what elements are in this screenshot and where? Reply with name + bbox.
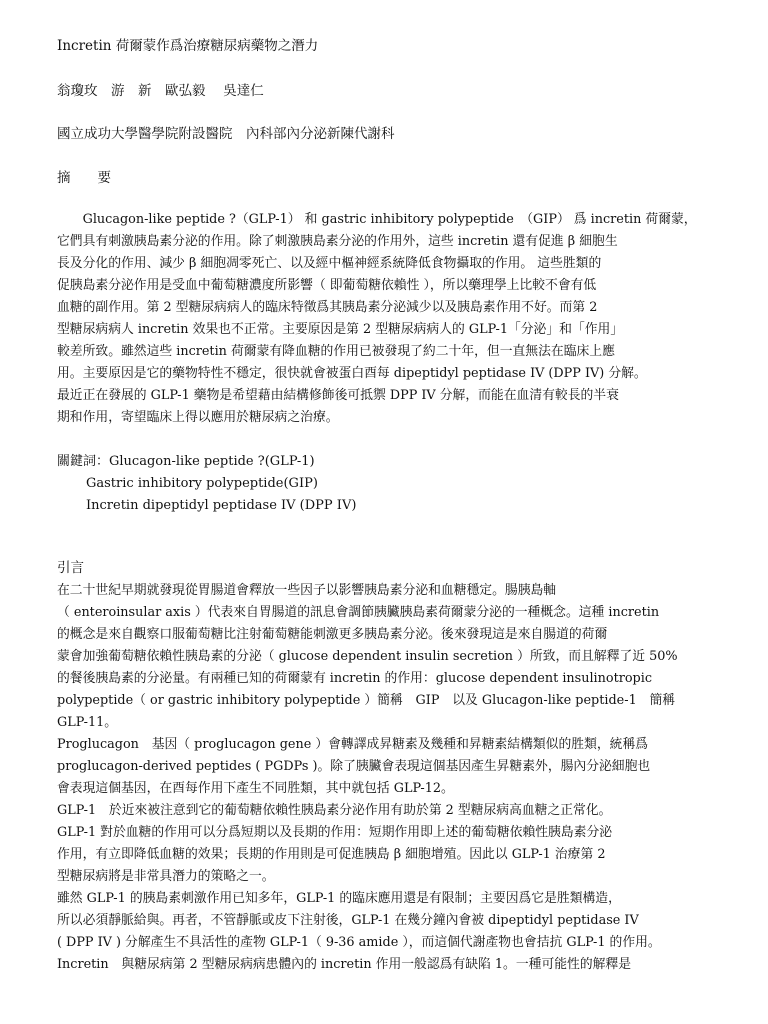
affiliation: 國立成功大學醫學院附設醫院 內科部內分泌新陳代謝科 xyxy=(57,126,395,142)
abstract-heading: 摘 要 xyxy=(57,170,111,186)
keywords-label: 關鍵詞： xyxy=(57,454,110,469)
abstract-line: 期和作用，寄望臨床上得以應用於糖尿病之治療。 xyxy=(57,410,339,425)
intro-line: 蒙會加強葡萄糖依賴性胰島素的分泌（ glucose dependent insulin secretion ）所致，而且解釋了近 50% xyxy=(57,649,678,664)
abstract-line: Glucagon-like peptide ?（GLP-1） 和 gastric inhibitory polypeptide （GIP） 爲 incretin 荷爾蒙， xyxy=(57,212,697,227)
abstract-line: 它們具有刺激胰島素分泌的作用。除了刺激胰島素分泌的作用外，這些 incretin 還有促進 β 細胞生 xyxy=(57,234,618,249)
abstract-line: 促胰島素分泌作用是受血中葡萄糖濃度所影響（ 即葡萄糖依賴性 ），所以藥理學上比較不會有低 xyxy=(57,278,597,293)
intro-line: GLP-1 於近來被注意到它的葡萄糖依賴性胰島素分泌作用有助於第 2 型糖尿病高血糖之正常化。 xyxy=(57,803,612,818)
author-list: 翁瓊玫 游 新 歐弘毅 吳達仁 xyxy=(57,83,264,99)
intro-line: polypeptide（ or gastric inhibitory polypeptide ）簡稱 GIP 以及 Glucagon-like peptide-1 簡稱 xyxy=(57,693,676,708)
intro-line: 會表現這個基因，在酉每作用下產生不同胜類，其中就包括 GLP-12。 xyxy=(57,781,454,796)
abstract-line: 較差所致。雖然這些 incretin 荷爾蒙有降血糖的作用已被發現了約二十年，但一直無法在臨床上應 xyxy=(57,344,615,359)
introduction-heading: 引言 xyxy=(57,560,84,576)
keyword-item: Incretin dipeptidyl peptidase IV (DPP IV) xyxy=(86,498,357,513)
abstract-line: 型糖尿病病人 incretin 效果也不正常。主要原因是第 2 型糖尿病病人的 GLP-1「分泌」和「作用」 xyxy=(57,322,624,337)
intro-line: 作用，有立即降低血糖的效果；長期的作用則是可促進胰島 β 細胞增殖。因此以 GLP-1 治療第 2 xyxy=(57,847,606,862)
intro-line: 型糖尿病將是非常具潛力的策略之一。 xyxy=(57,869,275,884)
intro-line: 的餐後胰島素的分泌量。有兩種已知的荷爾蒙有 incretin 的作用：glucose dependent insulinotropic xyxy=(57,671,653,686)
intro-line: ( DPP IV ) 分解產生不具活性的產物 GLP-1（ 9-36 amide ），而這個代謝產物也會拮抗 GLP-1 的作用。 xyxy=(57,935,661,950)
intro-line: Incretin 與糖尿病第 2 型糖尿病病患體內的 incretin 作用一般認爲有缺陷 1。一種可能性的解釋是 xyxy=(57,957,632,972)
intro-line: GLP-1 對於血糖的作用可以分爲短期以及長期的作用：短期作用即上述的葡萄糖依賴性胰島素分泌 xyxy=(57,825,613,840)
abstract-line: 最近正在發展的 GLP-1 藥物是希望藉由結構修飾後可抵禦 DPP IV 分解，而能在血清有較長的半衰 xyxy=(57,388,619,403)
intro-line: 的概念是來自觀察口服葡萄糖比注射葡萄糖能刺激更多胰島素分泌。後來發現這是來自腸道的荷爾 xyxy=(57,627,608,642)
keywords-first-line xyxy=(57,451,315,473)
abstract-line: 血糖的副作用。第 2 型糖尿病病人的臨床特徵爲其胰島素分泌減少以及胰島素作用不好。而第 2 xyxy=(57,300,598,315)
paper-title: Incretin 荷爾蒙作爲治療糖尿病藥物之潛力 xyxy=(57,38,319,54)
keyword-item: Gastric inhibitory polypeptide(GIP) xyxy=(86,476,318,491)
intro-line: 雖然 GLP-1 的胰島素刺激作用已知多年，GLP-1 的臨床應用還是有限制；主要因爲它是胜類構造， xyxy=(57,891,621,906)
intro-line: proglucagon-derived peptides ( PGDPs )。除了胰臟會表現這個基因產生昇糖素外，腸內分泌細胞也 xyxy=(57,759,651,774)
intro-line: 在二十世紀早期就發現從胃腸道會釋放一些因子以影響胰島素分泌和血糖穩定。腸胰島軸 xyxy=(57,583,557,598)
intro-line: 所以必須靜脈給與。再者，不管靜脈或皮下注射後，GLP-1 在幾分鐘內會被 dipeptidyl peptidase IV xyxy=(57,913,639,928)
intro-line: （ enteroinsular axis ）代表來自胃腸道的訊息會調節胰臟胰島素荷爾蒙分泌的一種概念。這種 incretin xyxy=(57,605,660,620)
keyword-item: Glucagon-like peptide ?(GLP-1) xyxy=(109,454,315,469)
abstract-line: 用。主要原因是它的藥物特性不穩定，很快就會被蛋白酉每 dipeptidyl peptidase IV (DPP IV) 分解。 xyxy=(57,366,647,381)
intro-line: GLP-11。 xyxy=(57,715,118,730)
intro-line: Proglucagon 基因（ proglucagon gene ）會轉譯成昇糖素及幾種和昇糖素結構類似的胜類，統稱爲 xyxy=(57,737,649,752)
abstract-line: 長及分化的作用、減少 β 細胞凋零死亡、以及經中樞神經系統降低食物攝取的作用。 這些胜類的 xyxy=(57,256,602,271)
